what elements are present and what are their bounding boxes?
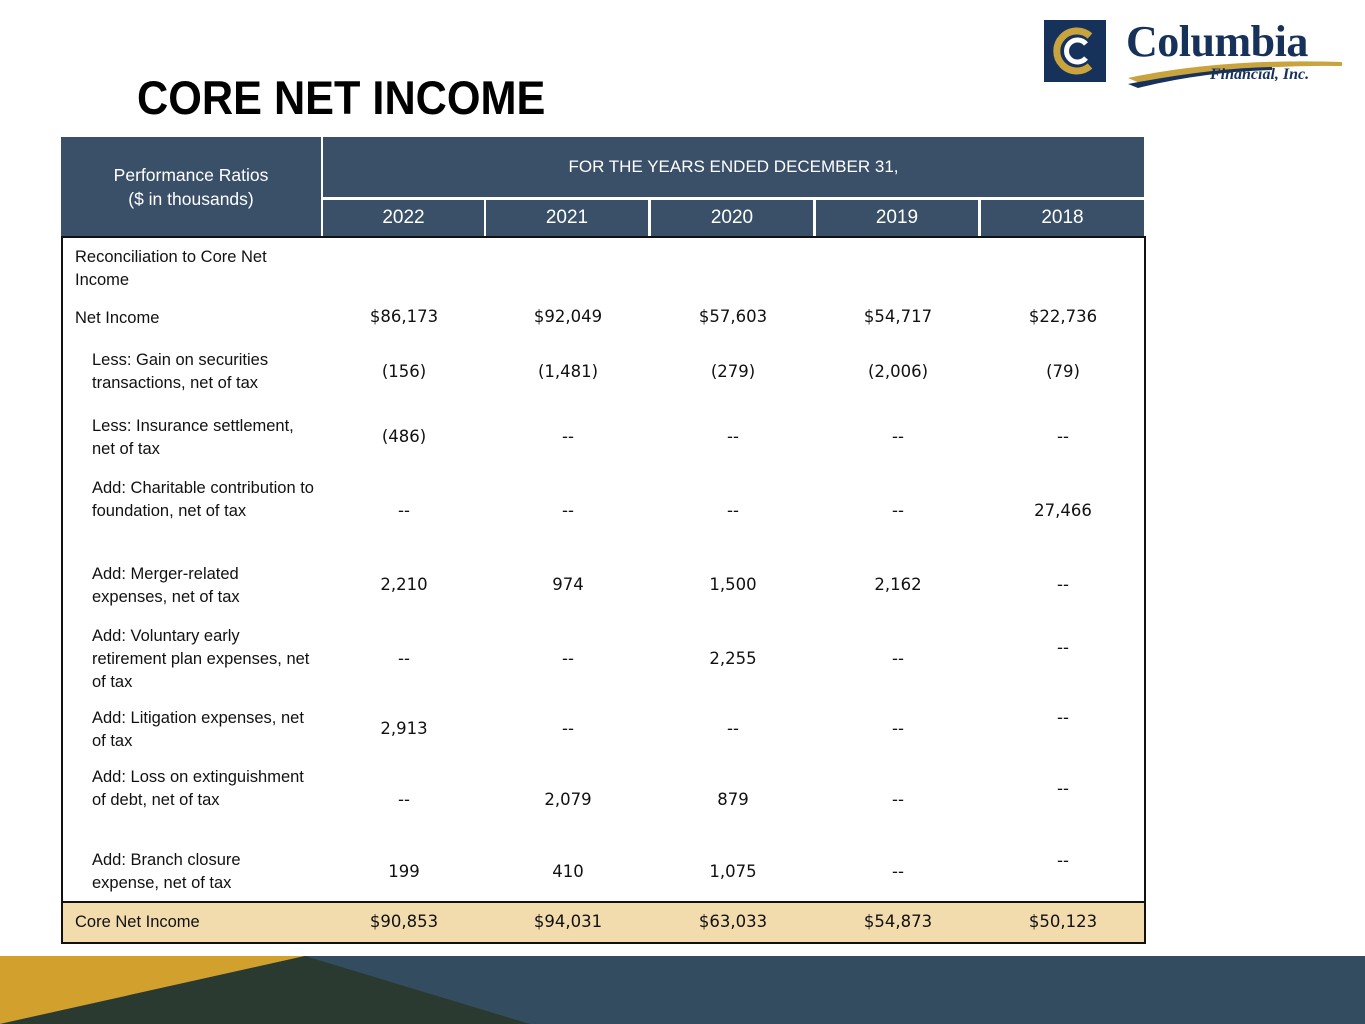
total-value-2021: $94,031 [533,912,603,931]
cell-value-2022: -- [398,790,410,809]
cell-value-2018: -- [1057,638,1069,657]
total-value-2018: $50,123 [1028,912,1098,931]
row-label: Add: Litigation expenses, net of tax [92,709,304,750]
header-left-line1: Performance Ratios [113,164,269,185]
cell-value-2020: $57,603 [698,307,768,326]
cell-value-2018: 27,466 [1034,501,1092,520]
header-left-line2: ($ in thousands) [128,188,254,209]
cell-value-2019: $54,717 [863,307,933,326]
cell-value-2020: (279) [710,362,756,381]
cell-value-2019: 2,162 [874,575,922,594]
total-label: Core Net Income [75,913,200,931]
total-value-2022: $90,853 [369,912,439,931]
total-value-2019: $54,873 [863,912,933,931]
cell-value-2020: 879 [717,790,749,809]
table-body [61,236,1146,903]
header-years-ended: FOR THE YEARS ENDED DECEMBER 31, [323,137,1144,197]
year-header-2020: 2020 [651,200,813,236]
cell-value-2021: -- [562,719,574,738]
page-title: CORE NET INCOME [137,71,546,124]
cell-value-2022: (156) [381,362,427,381]
cell-value-2019: -- [892,790,904,809]
cell-value-2020: 1,500 [709,575,757,594]
cell-value-2021: -- [562,501,574,520]
row-label: Less: Insurance settlement, net of tax [92,417,294,458]
cell-value-2022: -- [398,501,410,520]
cell-value-2019: -- [892,719,904,738]
row-label: Add: Voluntary early retirement plan expenses, net of tax [92,627,310,691]
cell-value-2021: 410 [552,862,584,881]
cell-value-2019: -- [892,862,904,881]
logo-subtitle: Financial, Inc. [1210,66,1310,83]
cell-value-2021: 974 [552,575,584,594]
year-header-2021: 2021 [486,200,648,236]
section-label: Reconciliation to Core Net Income [75,248,267,289]
cell-value-2022: 199 [388,862,420,881]
row-label: Add: Merger-related expenses, net of tax [92,565,240,606]
cell-value-2018: -- [1057,427,1069,446]
cell-value-2022: (486) [381,427,427,446]
logo-wordmark: Columbia [1126,17,1308,66]
cell-value-2020: -- [727,719,739,738]
cell-value-2018: -- [1057,779,1069,798]
cell-value-2019: -- [892,649,904,668]
cell-value-2021: -- [562,427,574,446]
footer-band [0,956,1365,1024]
row-label: Less: Gain on securities transactions, net of tax [92,351,269,392]
cell-value-2019: -- [892,427,904,446]
cell-value-2020: -- [727,427,739,446]
header-performance-ratios [61,137,321,236]
cell-value-2021: -- [562,649,574,668]
year-header-2018: 2018 [981,200,1144,236]
cell-value-2021: $92,049 [533,307,603,326]
cell-value-2022: 2,210 [380,575,428,594]
cell-value-2019: (2,006) [867,362,929,381]
cell-value-2021: (1,481) [537,362,599,381]
row-label: Net Income [75,309,160,327]
cell-value-2022: -- [398,649,410,668]
year-header-2019: 2019 [816,200,978,236]
cell-value-2022: $86,173 [369,307,439,326]
cell-value-2020: 1,075 [709,862,757,881]
row-label: Add: Loss on extinguishment of debt, net of tax [92,768,304,809]
cell-value-2022: 2,913 [380,719,428,738]
cell-value-2018: $22,736 [1028,307,1098,326]
row-label: Add: Charitable contribution to foundation, net of tax [92,479,314,520]
cell-value-2021: 2,079 [544,790,592,809]
cell-value-2018: -- [1057,851,1069,870]
cell-value-2020: -- [727,501,739,520]
cell-value-2018: -- [1057,708,1069,727]
year-header-2022: 2022 [323,200,484,236]
cell-value-2020: 2,255 [709,649,757,668]
total-value-2020: $63,033 [698,912,768,931]
cell-value-2019: -- [892,501,904,520]
total-row [61,901,1146,944]
cell-value-2018: -- [1057,575,1069,594]
cell-value-2018: (79) [1046,362,1080,381]
row-label: Add: Branch closure expense, net of tax [92,851,241,892]
